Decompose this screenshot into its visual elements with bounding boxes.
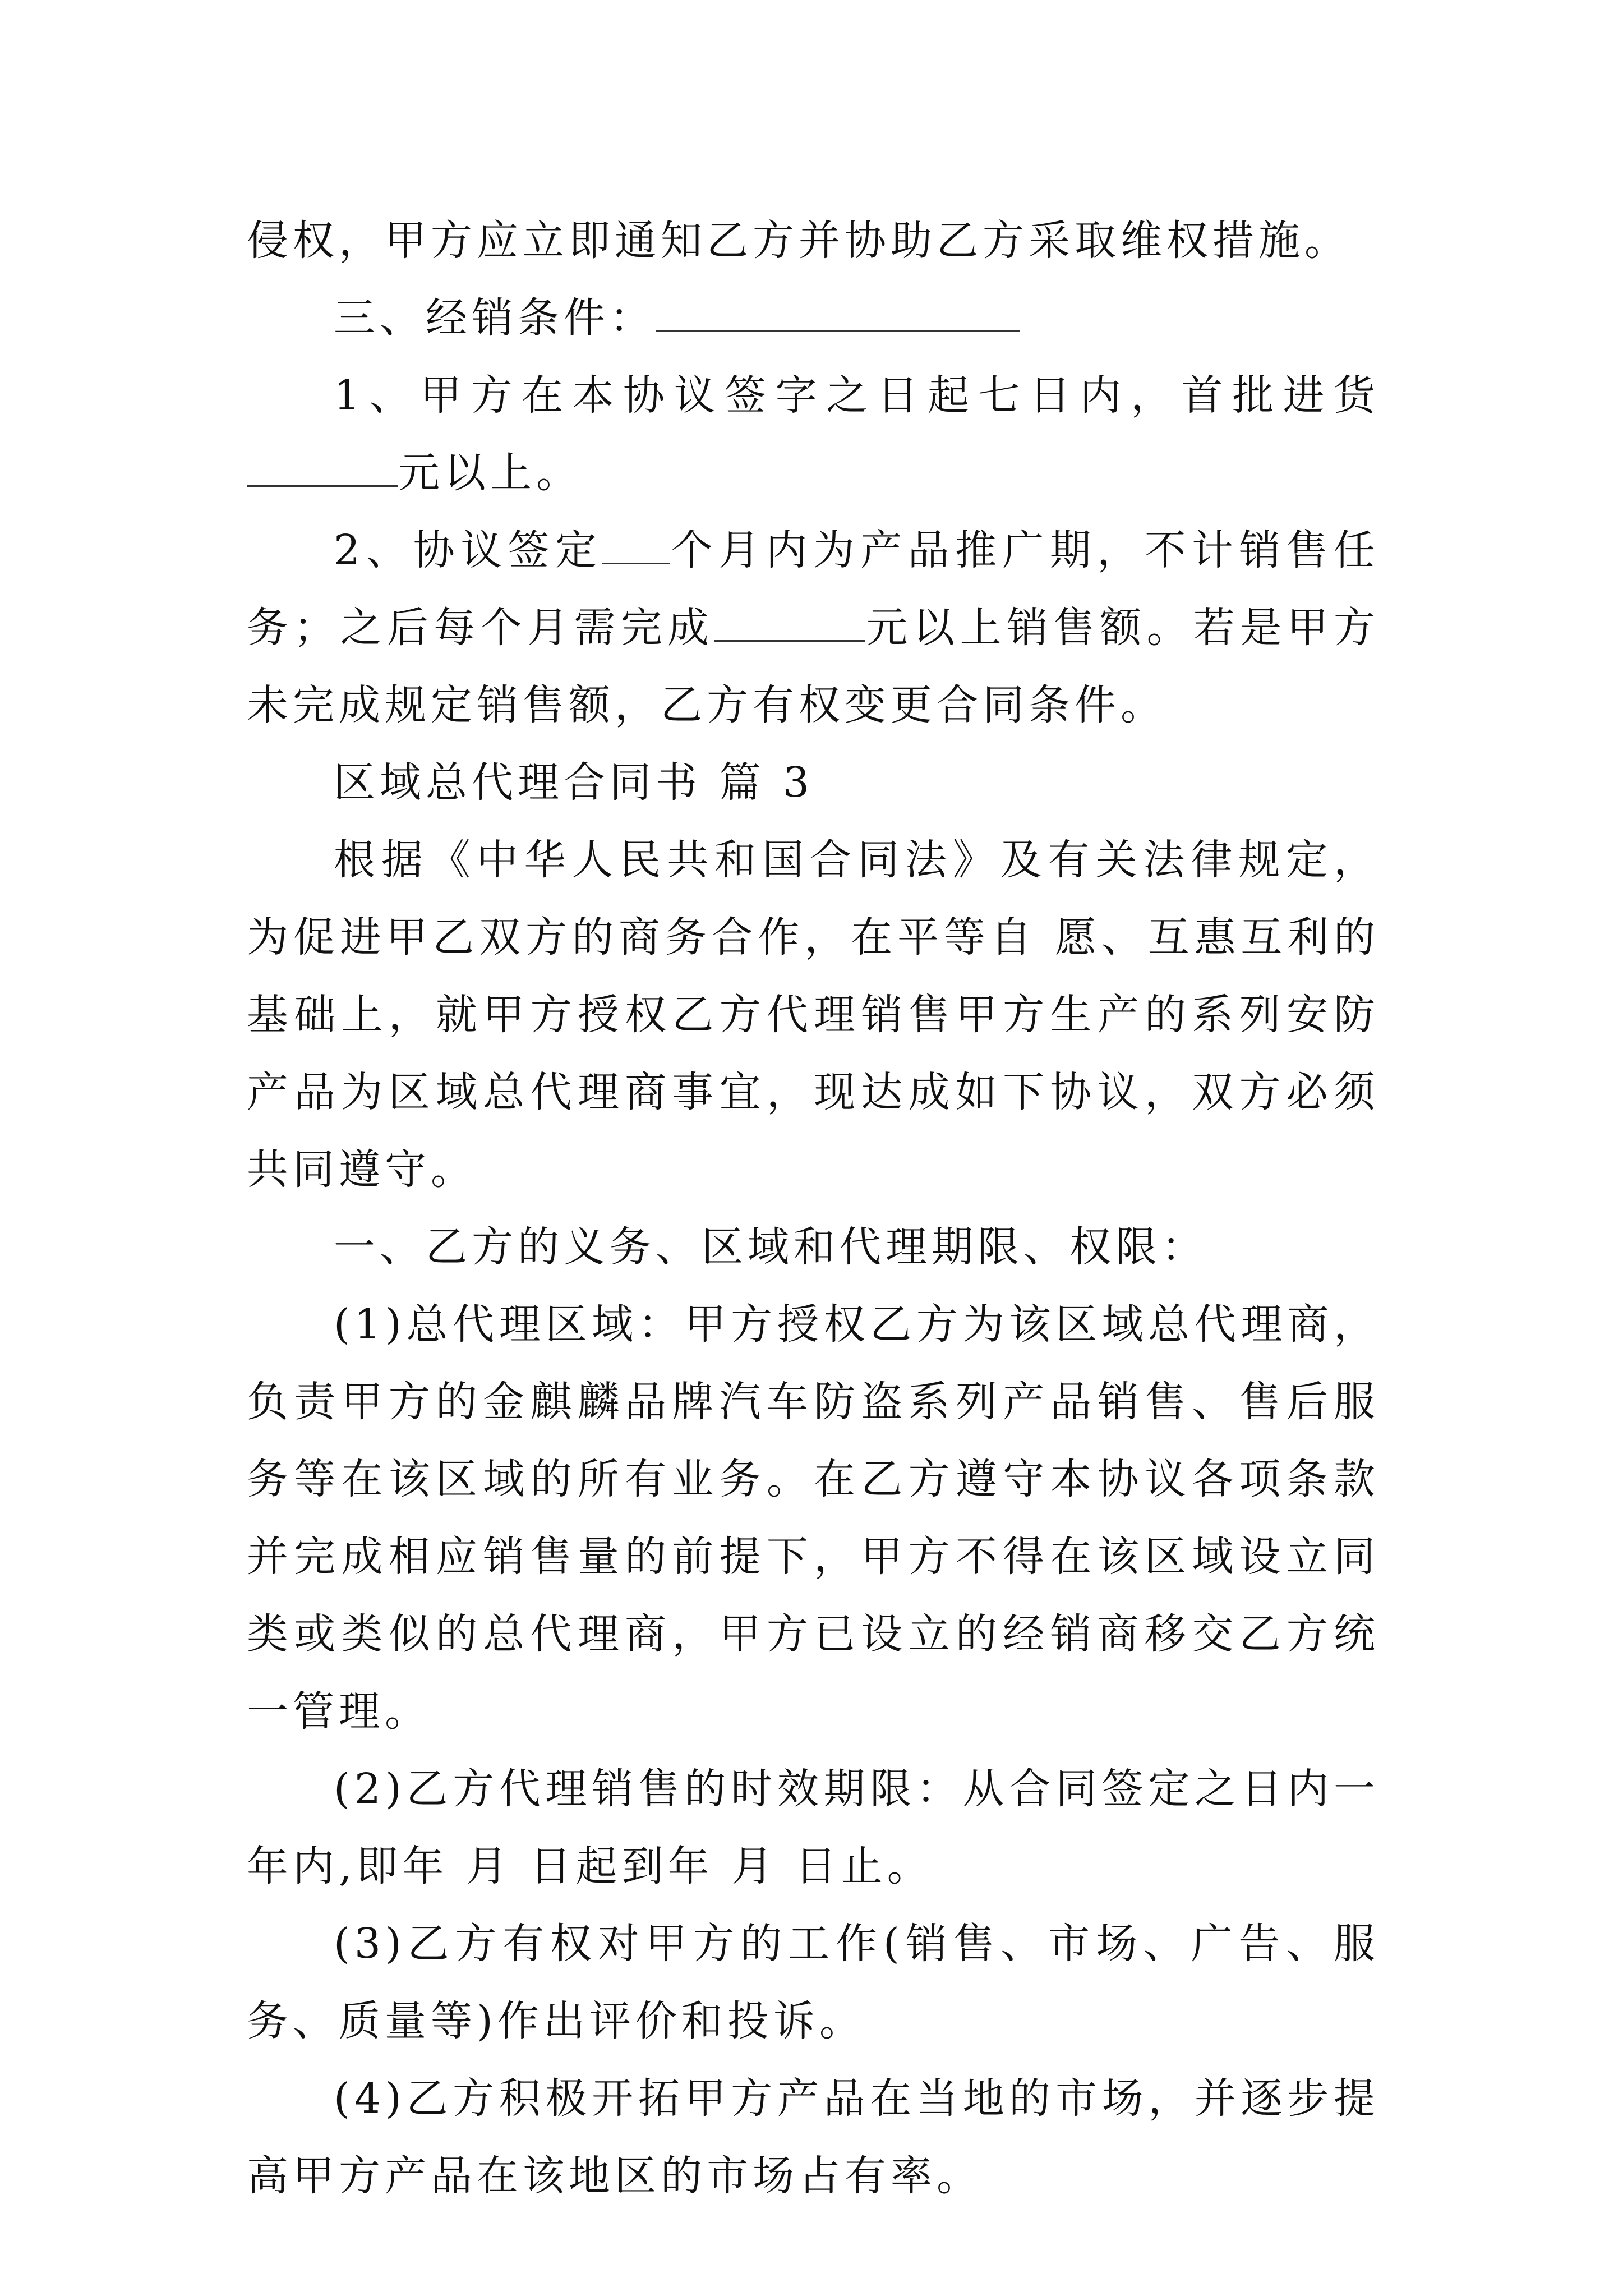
paragraph-text: 个月内为产品推广期，不计销售任务；之后每个月需完成: [247, 526, 1380, 652]
paragraph-clause-2: [247, 1750, 1380, 1905]
paragraph-text: 一、乙方的义务、区域和代理期限、权限：: [334, 1223, 1207, 1271]
paragraph-text: (1)总代理区域：甲方授权乙方为该区域总代理商，负责甲方的金麒麟品牌汽车防盗系列产品销售、售后服务等在该区域的所有业务。在乙方遵守本协议各项条款并完成相应销售量的前提下，甲方不得在该区域设立同类或类似的总代理商，甲方已设立的经销商移交乙方统一管理。: [247, 1300, 1380, 1736]
fill-blank: [247, 452, 398, 487]
paragraph-preamble: [247, 821, 1380, 1208]
paragraph-text: 2、协议签定: [334, 526, 603, 574]
paragraph-first-order: [247, 357, 1380, 512]
paragraph-continuation: [247, 202, 1380, 279]
paragraph-distribution-conditions: [247, 279, 1380, 357]
paragraph-clause-1: [247, 1286, 1380, 1750]
document-body: [247, 202, 1380, 2215]
section-label: 三、经销条件：: [334, 294, 656, 342]
paragraph-article-one: [247, 1208, 1380, 1286]
paragraph-text: 根据《中华人民共和国合同法》及有关法律规定，为促进甲乙双方的商务合作，在平等自 愿、互惠互利的基础上，就甲方授权乙方代理销售甲方生产的系列安防产品为区域总代理商事宜，现达成如下协议，双方必须共同遵守。: [247, 836, 1380, 1194]
paragraph-clause-4: [247, 2060, 1380, 2215]
paragraph-text: (2)乙方代理销售的时效期限：从合同签定之日内一年内,即年 月 日起到年 月 日止。: [247, 1765, 1380, 1890]
paragraph-clause-3: [247, 1905, 1380, 2060]
section-heading: [247, 744, 1380, 821]
paragraph-promotion-period: [247, 512, 1380, 744]
fill-blank: [656, 297, 1020, 332]
paragraph-text: 元以上。: [398, 449, 582, 497]
fill-blank: [714, 606, 865, 642]
paragraph-text: 侵权，甲方应立即通知乙方并协助乙方采取维权措施。: [247, 217, 1350, 265]
paragraph-text: (4)乙方积极开拓甲方产品在当地的市场，并逐步提高甲方产品在该地区的市场占有率。: [247, 2074, 1380, 2200]
paragraph-text: (3)乙方有权对甲方的工作(销售、市场、广告、服务、质量等)作出评价和投诉。: [247, 1920, 1380, 2045]
fill-blank: [602, 529, 670, 564]
paragraph-text: 1、甲方在本协议签字之日起七日内，首批进货: [334, 371, 1380, 420]
heading-text: 区域总代理合同书 篇 3: [334, 758, 814, 807]
paragraph-text: 元以上销售额。若是甲方未完成规定销售额，乙方有权变更合同条件。: [247, 604, 1380, 729]
